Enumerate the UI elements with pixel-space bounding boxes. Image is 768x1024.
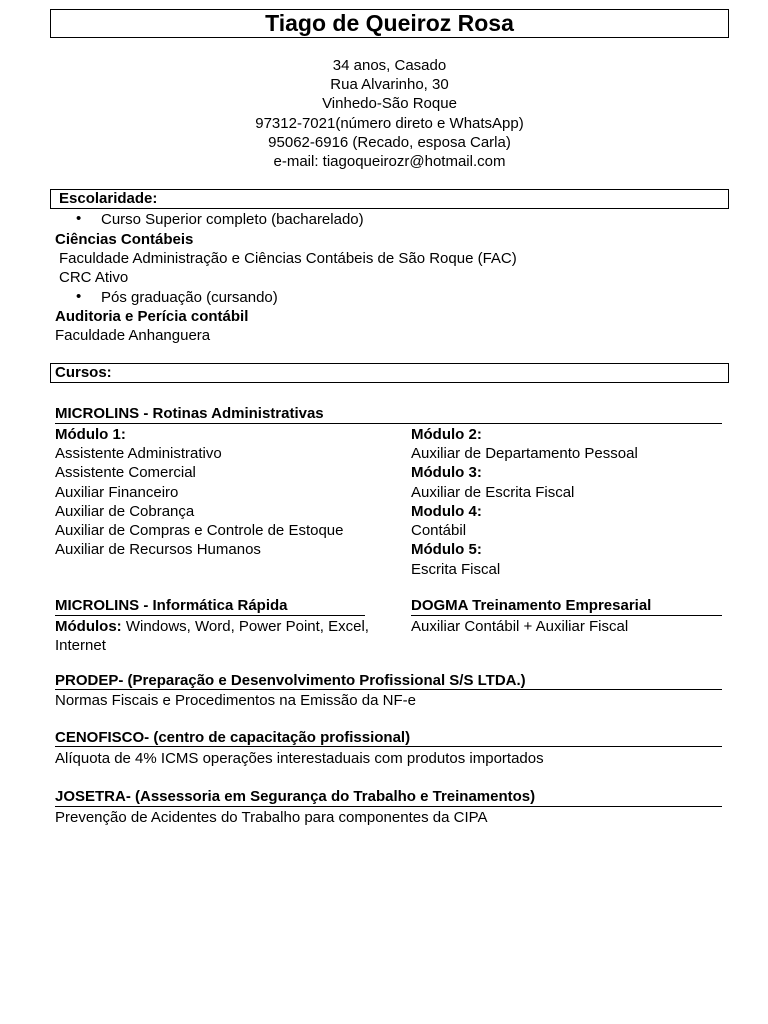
education-item-2: Pós graduação (cursando) (101, 289, 278, 306)
module-5-item: Escrita Fiscal (411, 561, 501, 578)
bullet-icon: • (76, 288, 82, 305)
course-title-cenofisco: CENOFISCO- (centro de capacitação profissional) (55, 729, 411, 746)
module-1-item: Assistente Comercial (55, 464, 196, 481)
module-1-item: Auxiliar de Cobrança (55, 503, 195, 520)
contact-age: 34 anos, Casado (332, 57, 447, 74)
cenofisco-text: Alíquota de 4% ICMS operações interestaduais com produtos importados (55, 750, 544, 767)
module-3-title: Módulo 3: (411, 464, 482, 481)
module-2-title: Módulo 2: (411, 426, 482, 443)
module-3-item: Auxiliar de Escrita Fiscal (411, 484, 575, 501)
module-1-item: Auxiliar Financeiro (55, 484, 179, 501)
module-2-item: Auxiliar de Departamento Pessoal (411, 445, 638, 462)
course-title-prodep: PRODEP- (Preparação e Desenvolvimento Profissional S/S LTDA.) (55, 672, 526, 689)
education-crc: CRC Ativo (59, 269, 129, 286)
course-title-microlins-info: MICROLINS - Informática Rápida (55, 597, 288, 614)
name-header-box (50, 9, 729, 38)
microlins-info-modules-cont: Internet (55, 637, 106, 654)
contact-phone-2: 95062-6916 (Recado, esposa Carla) (268, 133, 511, 151)
contact-block (50, 56, 729, 171)
bullet-icon: • (76, 210, 82, 227)
module-1-title: Módulo 1: (55, 426, 126, 443)
josetra-text: Prevenção de Acidentes do Trabalho para componentes da CIPA (55, 809, 488, 826)
divider (55, 746, 722, 747)
modules-text: Windows, Word, Power Point, Excel, (121, 618, 369, 635)
module-5-title: Módulo 5: (411, 541, 482, 558)
dogma-text: Auxiliar Contábil + Auxiliar Fiscal (411, 618, 629, 635)
divider (55, 423, 722, 424)
education-school-2: Faculdade Anhanguera (55, 327, 211, 344)
modules-label: Módulos: (55, 618, 122, 635)
divider (55, 806, 722, 807)
education-item-1: Curso Superior completo (bacharelado) (101, 211, 364, 228)
courses-title: Cursos: (55, 364, 112, 381)
module-1-item: Auxiliar de Compras e Controle de Estoque (55, 522, 344, 539)
microlins-info-modules (55, 617, 369, 636)
education-section-header (50, 189, 729, 209)
education-course-1: Ciências Contábeis (55, 231, 194, 248)
contact-city: Vinhedo-São Roque (322, 95, 457, 113)
course-title-josetra: JOSETRA- (Assessoria em Segurança do Trabalho e Treinamentos) (55, 788, 536, 805)
course-title-dogma: DOGMA Treinamento Empresarial (411, 597, 652, 614)
candidate-name: Tiago de Queiroz Rosa (265, 10, 514, 36)
module-4-title: Modulo 4: (411, 503, 482, 520)
contact-phone-1: 97312-7021(número direto e WhatsApp) (255, 114, 524, 132)
divider (411, 615, 722, 616)
module-4-item: Contábil (411, 522, 467, 539)
module-1-item: Assistente Administrativo (55, 445, 222, 462)
education-title: Escolaridade: (59, 190, 158, 207)
contact-email: e-mail: tiagoqueirozr@hotmail.com (273, 153, 506, 171)
course-title-microlins-admin: MICROLINS - Rotinas Administrativas (55, 405, 324, 422)
prodep-text: Normas Fiscais e Procedimentos na Emissão da NF-e (55, 692, 416, 709)
module-1-item: Auxiliar de Recursos Humanos (55, 541, 261, 558)
contact-street: Rua Alvarinho, 30 (330, 76, 449, 94)
divider (55, 615, 365, 616)
education-school-1: Faculdade Administração e Ciências Contábeis de São Roque (FAC) (59, 250, 517, 267)
education-course-2: Auditoria e Perícia contábil (55, 308, 249, 325)
divider (55, 689, 722, 690)
courses-section-header (50, 363, 729, 383)
